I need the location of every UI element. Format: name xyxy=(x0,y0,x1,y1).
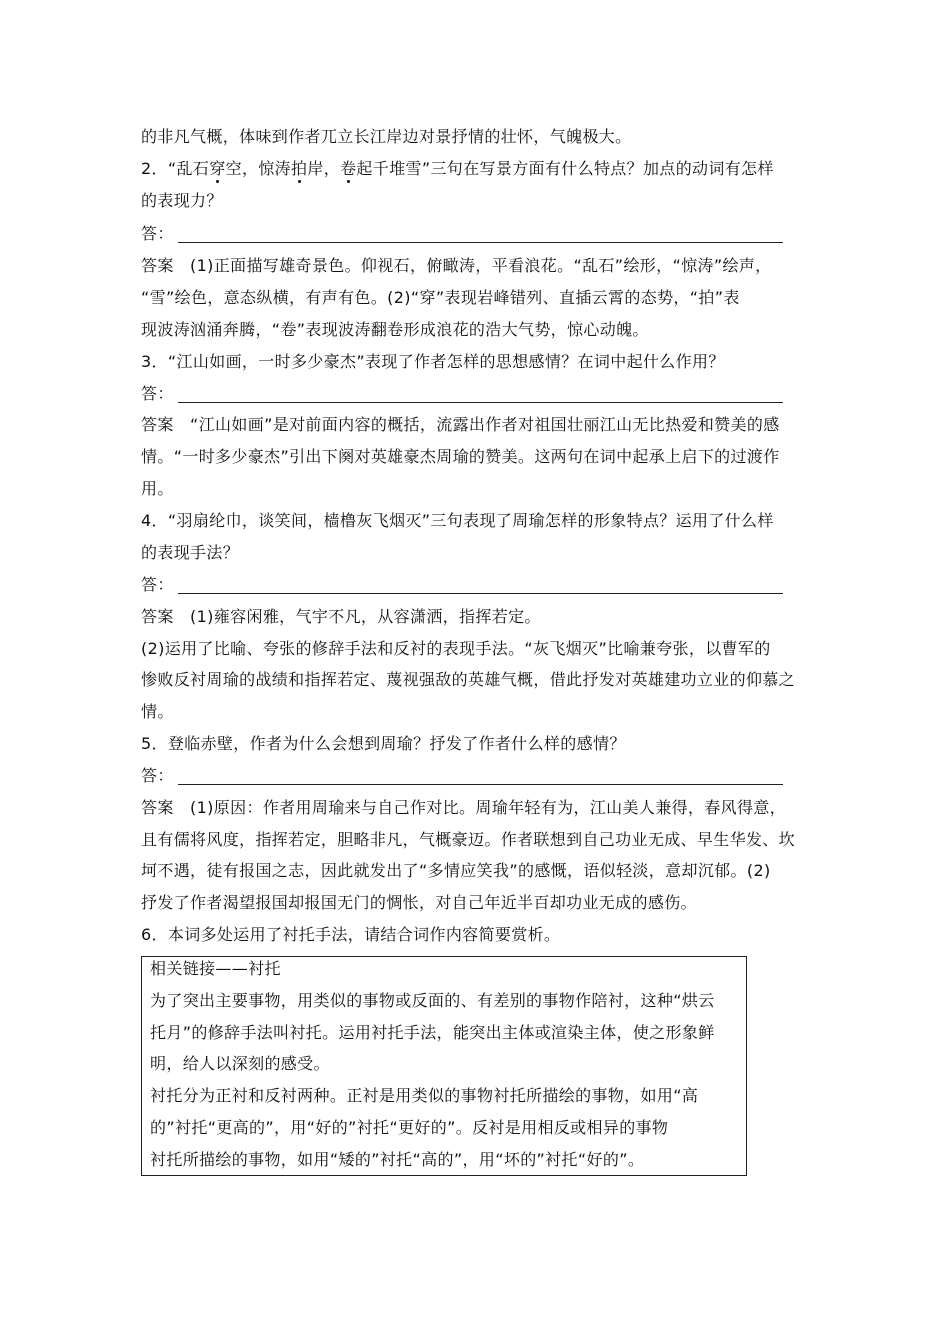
answer-text: (2)运用了比喻、夸张的修辞手法和反衬的表现手法。“灰飞烟灭”比喻兼夸张，以曹军的 xyxy=(141,639,771,658)
answer-label: 答： xyxy=(141,766,174,785)
question-2-suffix: 起千堆雪”三句在写景方面有什么特点？加点的动词有怎样 xyxy=(356,159,774,178)
answer-text: 且有儒将风度，指挥若定，胆略非凡，气概豪迈。作者联想到自己功业无成、早生华发、坎 xyxy=(141,830,796,849)
question-2-prefix: 2．“乱石 xyxy=(141,159,210,178)
question-2 xyxy=(141,158,774,180)
text-line: 的表现力？ xyxy=(141,191,223,210)
answer-label: 答： xyxy=(141,575,174,594)
answer-field xyxy=(141,574,783,596)
answer-text: 抒发了作者渴望报国却报国无门的惆怅，对自己年近半百却功业无成的感伤。 xyxy=(141,893,697,912)
question-2-mid: 岸， xyxy=(307,159,341,178)
answer-label: 答： xyxy=(141,384,174,403)
box-title: 相关链接——衬托 xyxy=(150,959,281,978)
question-4-cont: 的表现手法？ xyxy=(141,543,240,562)
answer-field xyxy=(141,765,783,787)
answer-field xyxy=(141,223,783,245)
answer-text: 答案 (1)正面描写雄奇景色。仰视石，俯瞰涛，平看浪花。“乱石”绘形，“惊涛”绘声， xyxy=(141,256,772,275)
answer-text: 用。 xyxy=(141,479,174,498)
answer-text: “雪”绘色，意态纵横，有声有色。(2)“穿”表现岩峰错列、直插云霄的态势，“拍”表 xyxy=(141,288,740,307)
answer-blank-line xyxy=(178,242,783,243)
answer-text: 答案 (1)原因：作者用周瑜来与自己作对比。周瑜年轻有为，江山美人兼得，春风得意， xyxy=(141,798,787,817)
answer-text: 情。 xyxy=(141,702,174,721)
related-link-box xyxy=(141,956,747,1176)
dotted-verb-juan: 卷 xyxy=(340,159,357,178)
box-text-line: 托月”的修辞手法叫衬托。运用衬托手法，能突出主体或渲染主体，使之形象鲜 xyxy=(150,1023,715,1042)
dotted-verb-chuan: 穿 xyxy=(209,159,226,178)
box-text-line: 衬托分为正衬和反衬两种。正衬是用类似的事物衬托所描绘的事物，如用“高 xyxy=(150,1086,699,1105)
answer-field xyxy=(141,383,783,405)
answer-text: 情。“一时多少豪杰”引出下阕对英雄豪杰周瑜的赞美。这两句在词中起承上启下的过渡作 xyxy=(141,447,780,466)
question-6: 6．本词多处运用了衬托手法，请结合词作内容简要赏析。 xyxy=(141,925,561,944)
answer-label: 答： xyxy=(141,224,174,243)
text-line: 的非凡气概，体味到作者兀立长江岸边对景抒情的壮怀，气魄极大。 xyxy=(141,127,632,146)
answer-text: 答案 (1)雍容闲雅，气宇不凡，从容潇洒，指挥若定。 xyxy=(141,607,541,626)
question-4: 4．“羽扇纶巾，谈笑间，樯橹灰飞烟灭”三句表现了周瑜怎样的形象特点？运用了什么样 xyxy=(141,511,774,530)
dotted-verb-pai: 拍 xyxy=(291,159,308,178)
answer-text: 坷不遇，徒有报国之志，因此就发出了“多情应笑我”的感慨，语似轻淡，意却沉郁。(2) xyxy=(141,861,771,880)
answer-blank-line xyxy=(178,402,783,403)
answer-text: 答案 “江山如画”是对前面内容的概括，流露出作者对祖国壮丽江山无比热爱和赞美的感 xyxy=(141,415,780,434)
box-text-line: 明，给人以深刻的感受。 xyxy=(150,1054,330,1073)
question-5: 5．登临赤壁，作者为什么会想到周瑜？抒发了作者什么样的感情？ xyxy=(141,734,626,753)
question-3: 3．“江山如画，一时多少豪杰”表现了作者怎样的思想感情？在词中起什么作用？ xyxy=(141,352,725,371)
answer-blank-line xyxy=(178,784,783,785)
answer-text: 惨败反衬周瑜的战绩和指挥若定、蔑视强敌的英雄气概，借此抒发对英雄建功立业的仰慕之 xyxy=(141,670,796,689)
question-2-mid: 空，惊涛 xyxy=(225,159,291,178)
box-text-line: 的”衬托“更高的”，用“好的”衬托“更好的”。反衬是用相反或相异的事物 xyxy=(150,1118,669,1137)
box-text-line: 为了突出主要事物，用类似的事物或反面的、有差别的事物作陪衬，这种“烘云 xyxy=(150,991,715,1010)
answer-blank-line xyxy=(178,593,783,594)
answer-text: 现波涛汹涌奔腾，“卷”表现波涛翻卷形成浪花的浩大气势，惊心动魄。 xyxy=(141,320,649,339)
box-text-line: 衬托所描绘的事物，如用“矮的”衬托“高的”，用“坏的”衬托“好的”。 xyxy=(150,1150,645,1169)
